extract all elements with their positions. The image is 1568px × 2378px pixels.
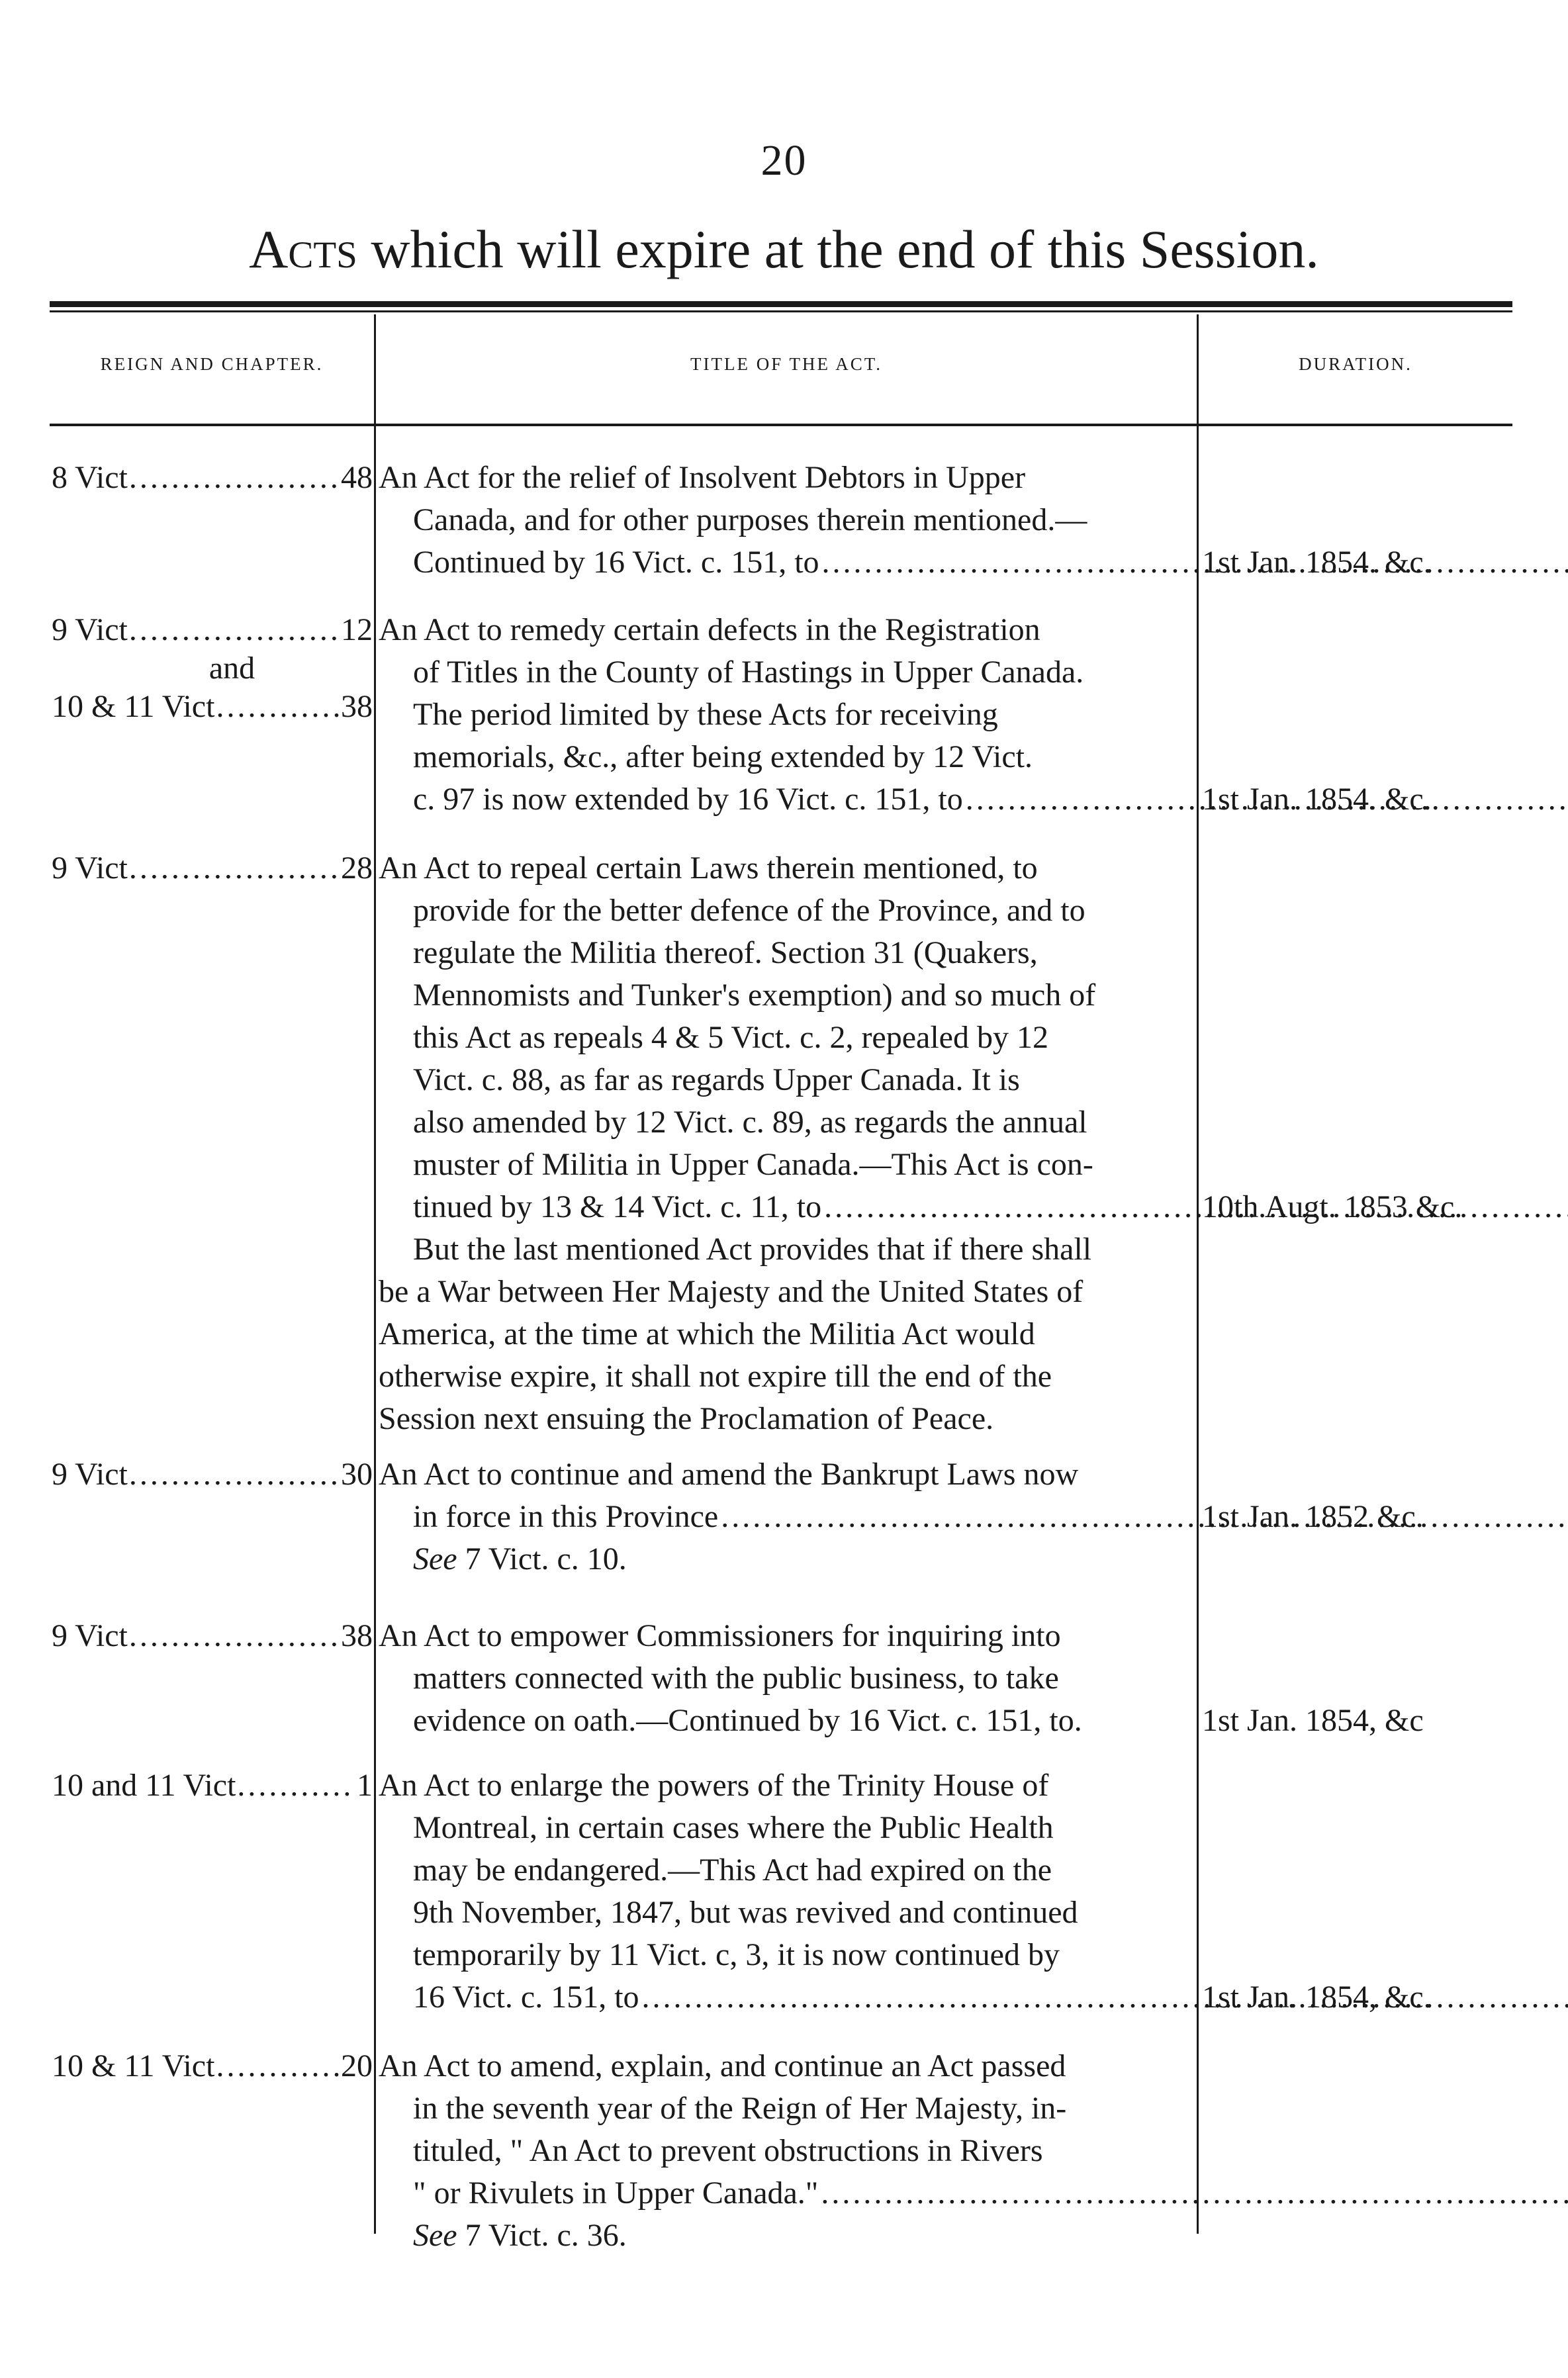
entry-title	[379, 1615, 1195, 1742]
header-reign: REIGN AND CHAPTER.	[100, 354, 324, 374]
entry-reign	[52, 1453, 373, 1496]
reign-chapter: 30	[341, 1457, 373, 1492]
title-line: Vict. c. 88, as far as regards Upper Canada. It is	[413, 1062, 1020, 1097]
title-line: But the last mentioned Act provides that if there shall	[413, 1232, 1092, 1267]
title-line: matters connected with the public business, to take	[413, 1661, 1059, 1696]
reign-chapter: 28	[341, 850, 373, 886]
title-line: may be endangered.—This Act had expired on the	[413, 1852, 1052, 1888]
title-dot-line	[379, 1186, 1195, 1228]
reign-text: 9 Vict	[52, 1457, 128, 1492]
title-line: this Act as repeals 4 & 5 Vict. c. 2, repealed by 12	[413, 1020, 1048, 1055]
entry-duration: 1st Jan. 1854. &c.	[1202, 782, 1432, 817]
entry-reign	[52, 1764, 373, 1807]
title-line: The period limited by these Acts for receiving	[413, 697, 998, 732]
see-word: See	[413, 1541, 457, 1577]
reign-chapter: 38	[341, 689, 373, 724]
entry-reign	[52, 2045, 373, 2087]
see-word: See	[413, 2218, 457, 2253]
reign-chapter: 12	[341, 612, 373, 647]
reign-text: 10 and 11 Vict	[52, 1768, 236, 1803]
title-line: otherwise expire, it shall not expire till the end of the	[379, 1359, 1052, 1394]
entry-reign	[52, 847, 373, 890]
title-line: " or Rivulets in Upper Canada."	[413, 2175, 819, 2211]
page-number: 20	[761, 136, 807, 185]
entry-duration: 10th Augt. 1853 &c.	[1202, 1189, 1463, 1224]
title-line: An Act to remedy certain defects in the Registration	[379, 612, 1040, 647]
entry-reign	[52, 457, 373, 499]
title-line: tinued by 13 & 14 Vict. c. 11, to	[413, 1189, 822, 1224]
title-dot-line	[379, 778, 1195, 821]
title-line: Mennomists and Tunker's exemption) and so much of	[413, 978, 1096, 1013]
reign-text: and	[208, 651, 255, 686]
title-line: An Act to repeal certain Laws therein mentioned, to	[379, 850, 1038, 886]
title-line: memorials, &c., after being extended by 12 Vict.	[413, 739, 1033, 774]
title-dot-line	[379, 1496, 1195, 1538]
page-title-rest: which will expire at the end of this Session.	[357, 219, 1319, 279]
see-ref: 7 Vict. c. 36.	[457, 2218, 627, 2253]
title-line: c. 97 is now extended by 16 Vict. c. 151, to	[413, 782, 963, 817]
title-line: An Act to enlarge the powers of the Trinity House of	[379, 1768, 1049, 1803]
column-divider-2	[1197, 314, 1199, 2234]
title-line: muster of Militia in Upper Canada.—This Act is con-	[413, 1147, 1093, 1182]
title-line: regulate the Militia thereof. Section 31 (Quakers,	[413, 935, 1038, 970]
reign-text: 9 Vict	[52, 850, 128, 886]
top-rule-thick	[50, 301, 1512, 307]
page-title	[0, 218, 1568, 281]
title-dot-line	[379, 541, 1195, 584]
title-line: in force in this Province	[413, 1499, 719, 1534]
see-reference	[379, 2215, 1195, 2257]
entry-duration: 1st Jan. 1854, &c	[1202, 1703, 1424, 1738]
reign-text: 8 Vict	[52, 460, 128, 495]
reign-chapter: 20	[341, 2048, 373, 2083]
title-line: America, at the time at which the Militia Act would	[379, 1316, 1035, 1351]
entry-duration: 1st Jan. 1854, &c.	[1202, 1980, 1432, 2015]
top-rule-thin	[50, 310, 1512, 312]
header-title: TITLE OF THE ACT.	[690, 354, 882, 374]
entry-title	[379, 847, 1195, 1440]
entry-title	[379, 1453, 1195, 1580]
title-line: also amended by 12 Vict. c. 89, as regards the annual	[413, 1105, 1087, 1140]
title-line: An Act for the relief of Insolvent Debtors in Upper	[379, 460, 1026, 495]
title-dot-line	[379, 1976, 1195, 2019]
title-line: of Titles in the County of Hastings in Upper Canada.	[413, 655, 1084, 690]
title-line: tituled, " An Act to prevent obstructions in Rivers	[413, 2133, 1043, 2168]
page-title-smallcaps: Acts	[249, 219, 357, 279]
reign-text: 9 Vict	[52, 1618, 128, 1653]
reign-text: 10 & 11 Vict	[52, 2048, 215, 2083]
title-line: Montreal, in certain cases where the Public Health	[413, 1810, 1054, 1845]
entry-duration: 1st Jan. 1854. &c.	[1202, 545, 1432, 580]
title-line: 9th November, 1847, but was revived and continued	[413, 1895, 1078, 1930]
entry-reign	[52, 609, 373, 728]
reign-chapter: 38	[341, 1618, 373, 1653]
title-line: An Act to amend, explain, and continue an Act passed	[379, 2048, 1066, 2083]
header-duration: DURATION.	[1299, 354, 1412, 374]
see-ref: 7 Vict. c. 10.	[457, 1541, 627, 1577]
title-line: An Act to empower Commissioners for inquiring into	[379, 1618, 1061, 1653]
reign-chapter: 48	[341, 460, 373, 495]
title-line: Continued by 16 Vict. c. 151, to	[413, 545, 819, 580]
header-rule	[50, 424, 1512, 426]
title-line: provide for the better defence of the Province, and to	[413, 893, 1085, 928]
entry-title	[379, 2045, 1195, 2257]
title-line: 16 Vict. c. 151, to	[413, 1980, 639, 2015]
title-line: in the seventh year of the Reign of Her Majesty, in-	[413, 2091, 1067, 2126]
title-line: evidence on oath.—Continued by 16 Vict. c. 151, to.	[413, 1703, 1082, 1738]
reign-text: 10 & 11 Vict	[52, 689, 215, 724]
title-line: An Act to continue and amend the Bankrupt Laws now	[379, 1457, 1079, 1492]
entry-title	[379, 1764, 1195, 2019]
entry-duration: 1st Jan. 1852 &c.	[1202, 1499, 1424, 1534]
column-divider-1	[374, 314, 376, 2234]
title-line: Session next ensuing the Proclamation of Peace.	[379, 1401, 994, 1436]
entry-title	[379, 609, 1195, 821]
entry-reign	[52, 1615, 373, 1657]
title-line: be a War between Her Majesty and the United States of	[379, 1274, 1084, 1309]
see-reference	[379, 1538, 1195, 1580]
reign-chapter: 1	[357, 1768, 373, 1803]
entry-title	[379, 457, 1195, 584]
title-line: temporarily by 11 Vict. c, 3, it is now continued by	[413, 1937, 1060, 1972]
title-line: Canada, and for other purposes therein mentioned.—	[413, 502, 1087, 537]
reign-text: 9 Vict	[52, 612, 128, 647]
title-dot-line	[379, 2172, 1195, 2215]
